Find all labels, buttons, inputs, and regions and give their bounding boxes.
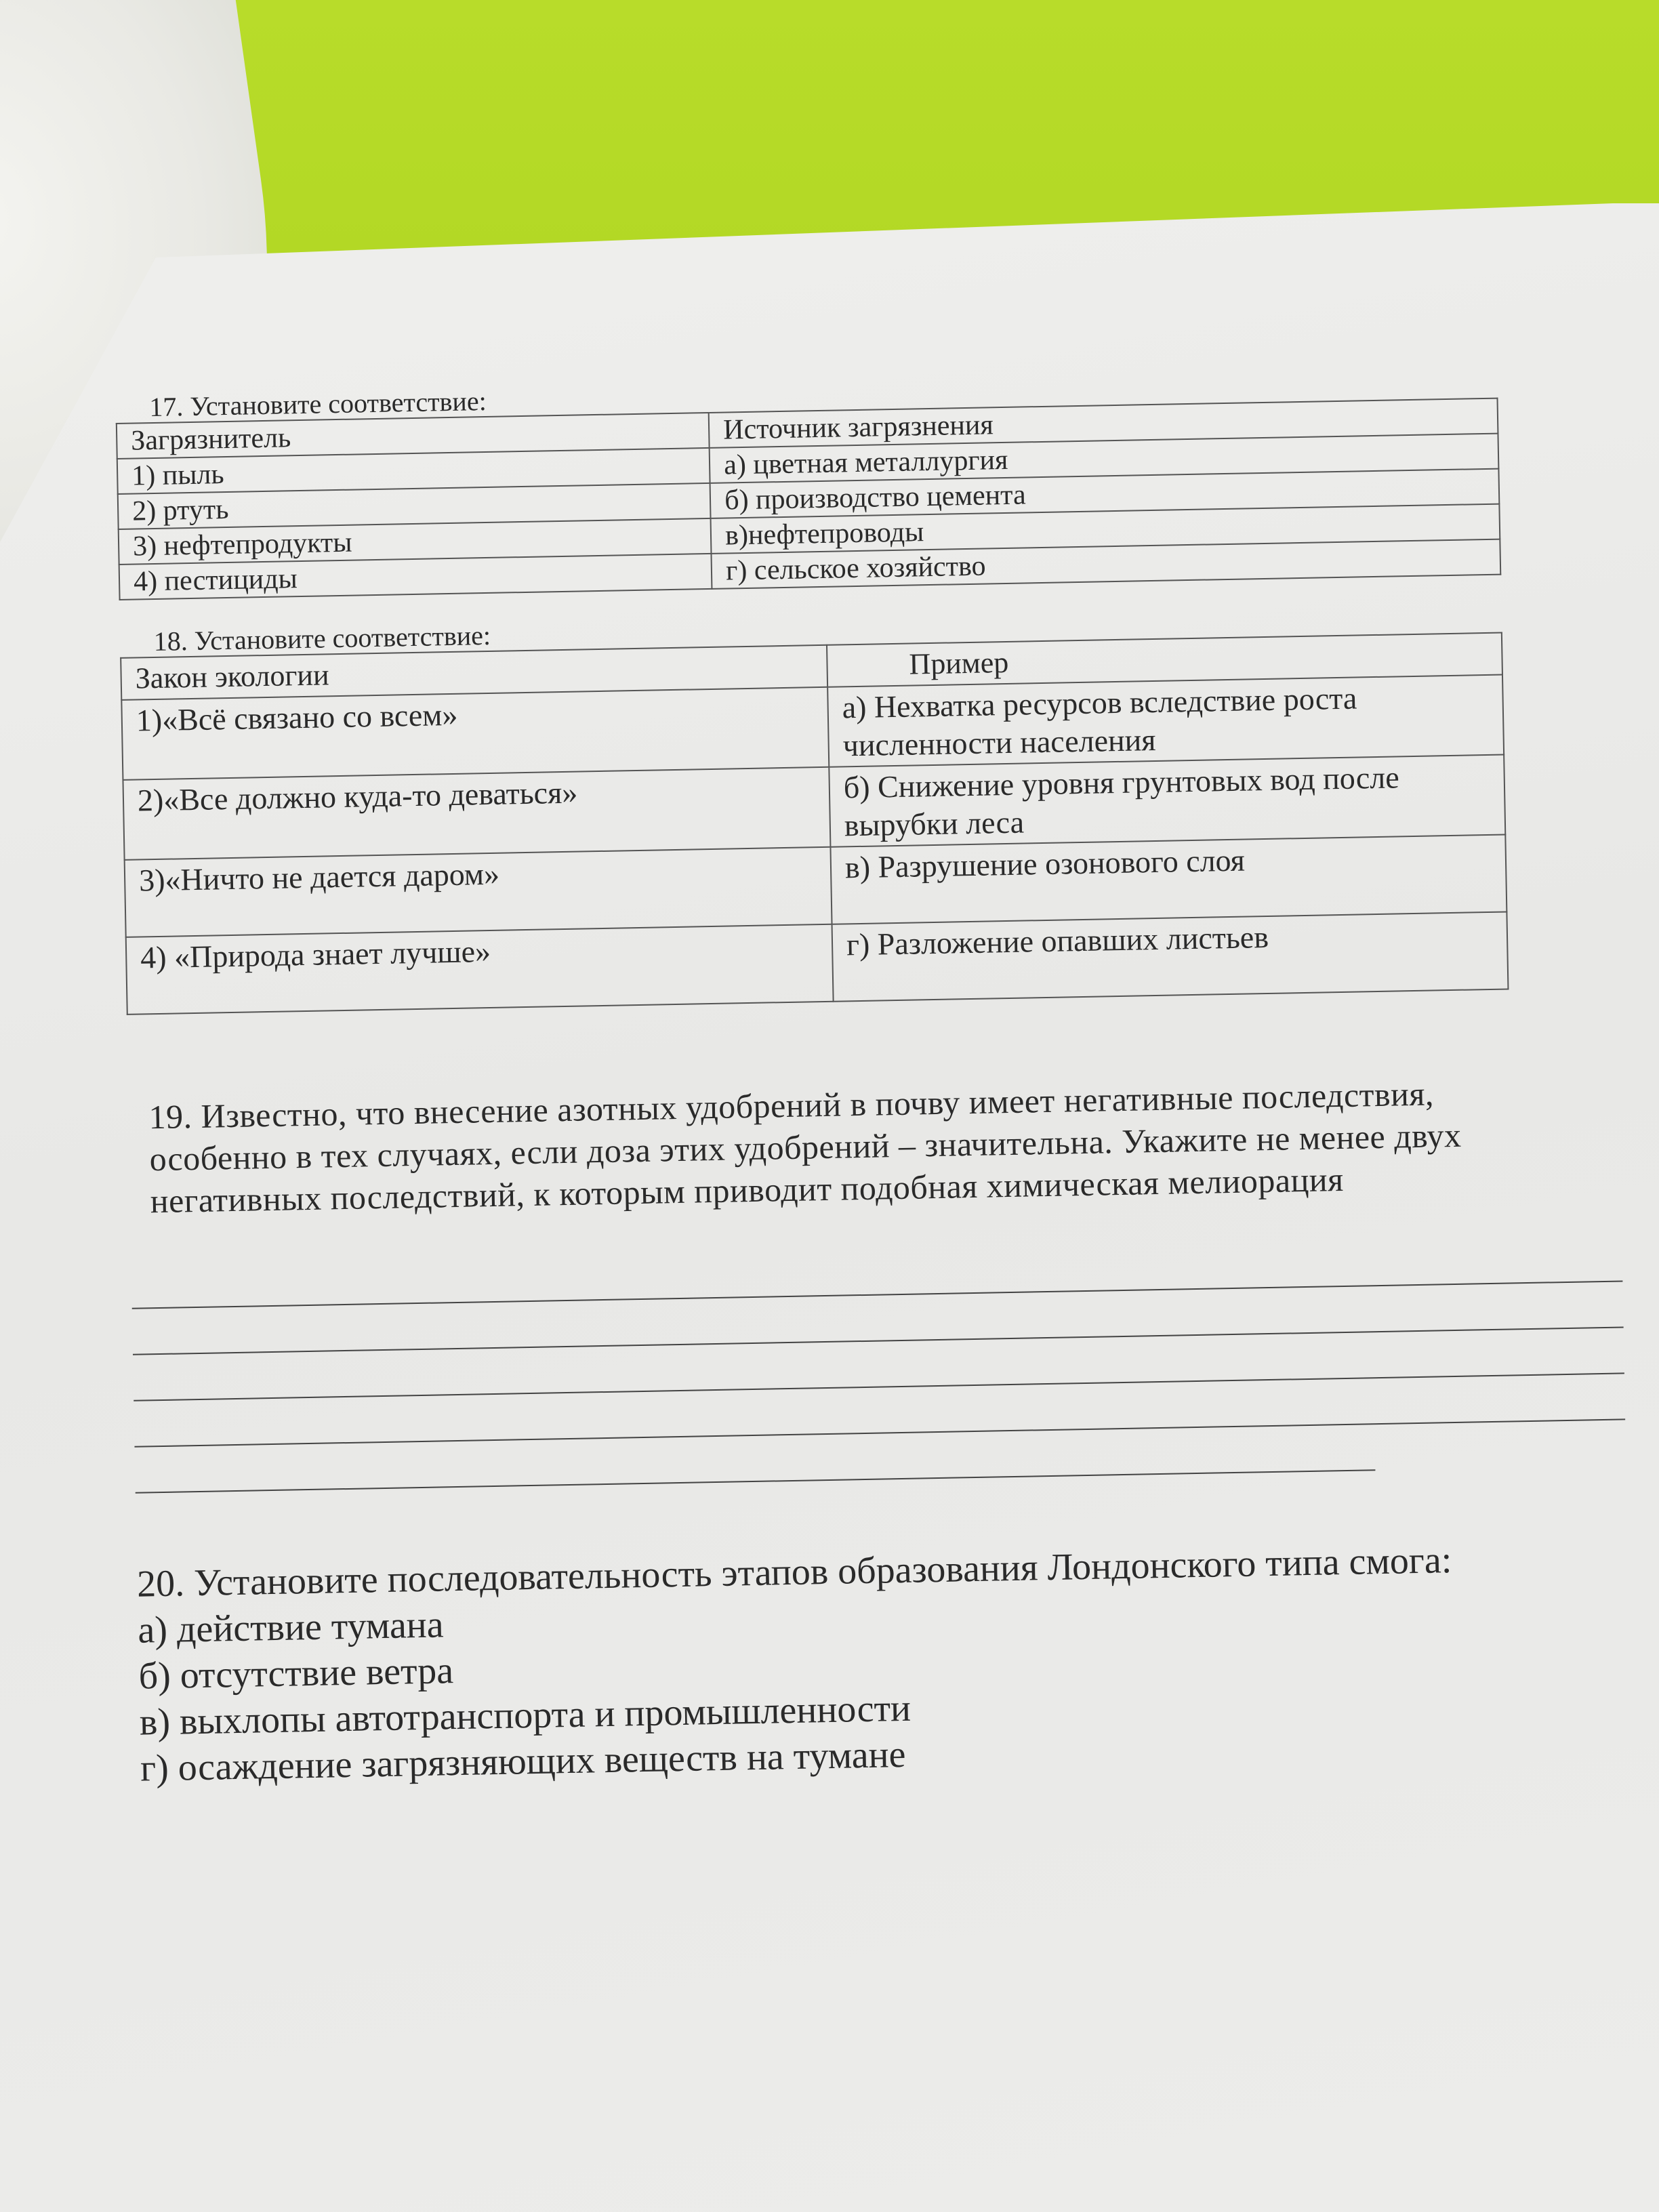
q20-option: г) осаждение загрязняющих веществ на тумане bbox=[140, 1733, 906, 1790]
q17-right-cell: в)нефтепроводы bbox=[711, 504, 1500, 554]
q17-left-cell: 1) пыль bbox=[117, 448, 710, 494]
q17-right-cell: г) сельское хозяйство bbox=[712, 539, 1501, 589]
q18-left-cell: 2)«Все должно куда-то деваться» bbox=[123, 767, 830, 860]
q18-left-cell: 1)«Всё связано со всем» bbox=[121, 687, 829, 780]
q17-col-left-header: Загрязнитель bbox=[117, 413, 710, 459]
q18-left-cell: 3)«Ничто не дается даром» bbox=[125, 847, 832, 937]
q17-left-cell: 3) нефтепродукты bbox=[119, 518, 712, 565]
q18-right-cell: г) Разложение опавших листьев bbox=[832, 912, 1509, 1002]
q17-table bbox=[116, 398, 1501, 600]
worksheet-content bbox=[115, 367, 1584, 1792]
q17-right-cell: б) производство цемента bbox=[710, 469, 1500, 518]
q17-col-right-header: Источник загрязнения bbox=[709, 398, 1498, 448]
q20-option: а) действие тумана bbox=[137, 1603, 445, 1652]
q18-right-cell: б) Снижение уровня грунтовых вод после вырубки леса bbox=[829, 755, 1505, 847]
q20-block bbox=[137, 1535, 1584, 1792]
q18-table bbox=[120, 632, 1509, 1015]
q19-text: 19. Известно, что внесение азотных удобрений в почву имеет негативные последствия, особенно в тех случаях, если доза этих удобрений – значительна. Укажите не менее двух негативных последствий, к которым приводит подобная химическая мелиорация bbox=[148, 1074, 1462, 1221]
q20-option: б) отсутствие ветра bbox=[138, 1650, 454, 1698]
q20-title: 20. Установите последовательность этапов образования Лондонского типа смога: bbox=[136, 1539, 1452, 1605]
q17-title: 17. Установите соответствие: bbox=[148, 385, 487, 423]
q17-right-cell: а) цветная металлургия bbox=[710, 434, 1499, 483]
q18-col-right-header: Пример bbox=[827, 633, 1502, 687]
q18-title: 18. Установите соответствие: bbox=[153, 619, 491, 657]
q18-right-cell: в) Разрушение озонового слоя bbox=[830, 835, 1507, 924]
q18-left-cell: 4) «Природа знает лучше» bbox=[126, 924, 834, 1015]
q17-left-cell: 4) пестициды bbox=[119, 554, 712, 600]
answer-lines bbox=[131, 1237, 1579, 1494]
q18-col-left-header: Закон экологии bbox=[121, 645, 827, 700]
q17-left-cell: 2) ртуть bbox=[118, 483, 711, 529]
q20-option: в) выхлопы автотранспорта и промышленности bbox=[139, 1687, 912, 1744]
q18-right-cell: а) Нехватка ресурсов вследствие роста численности населения bbox=[827, 675, 1504, 767]
